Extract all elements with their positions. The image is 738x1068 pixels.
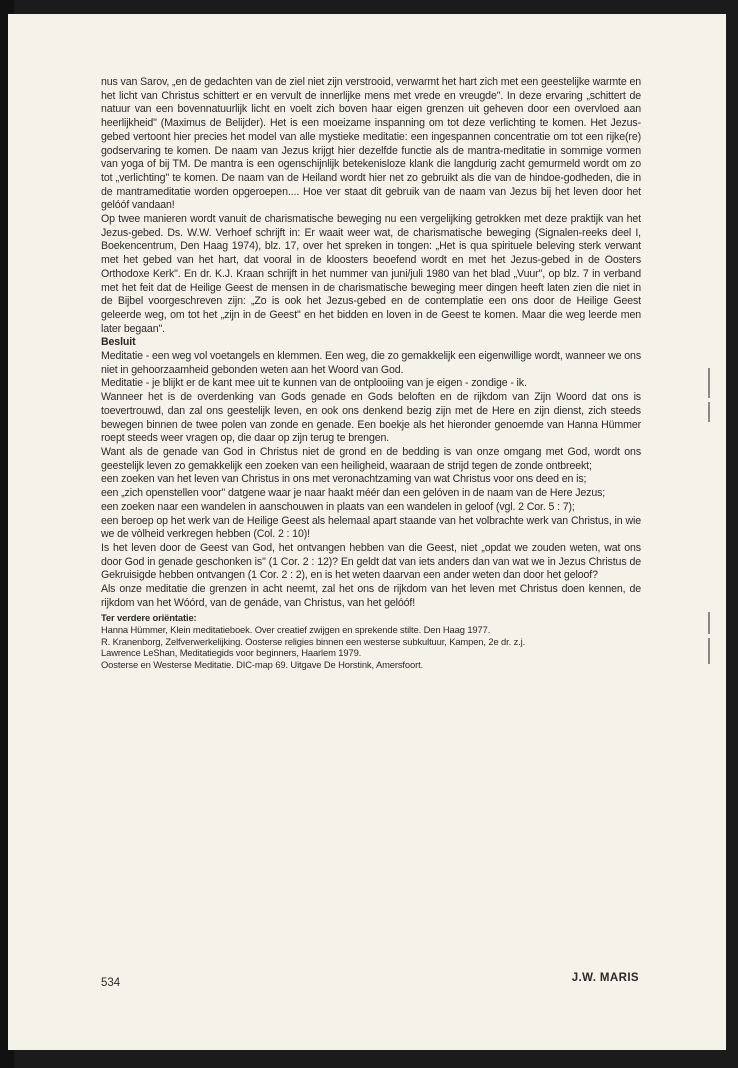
margin-mark <box>708 638 710 664</box>
conclusion-paragraph: Wanneer het is de overdenking van Gods genade en Gods beloften en de rijkdom van Zijn Woord dat ons is toevertrouwd, dan zal ons geestelijk leven, en ook ons denkend bezig zijn met de Here en zijn dienst, zich steeds bewegen binnen de twee polen van zonde en genade. Een boekje als het hieronder genoemde van Hanna Hümmer roept steeds weer vragen op, die daar op zijn terug te brengen. <box>101 391 641 445</box>
body-paragraph: Op twee manieren wordt vanuit de charismatische beweging nu een vergelijking getrokken met deze praktijk van het Jezus-gebed. Ds. W.W. Verhoef schrijft in: Er waait weer wat, de charismatische beweging (Signalen-reeks deel I, Boekencentrum, Den Haag 1974), blz. 17, over het spreken in tongen: „Het is qua spirituele beleving sterk verwant met het gebed van het hart, dat vooral in de kloosters beoefend wordt en met het Jezus-gebed in de Oosters Orthodoxe Kerk". En dr. K.J. Kraan schrijft in het nummer van juni/juli 1980 van het blad „Vuur", op blz. 7 in verband met het feit dat de Heilige Geest de mensen in de charismatische beweging meer dingen heeft laten zien die niet in de Bijbel voorgeschreven zijn: „Zo is ook het Jezus-gebed en de contemplatie een ons door de Heilige Geest geleerde weg, om tot het „zijn in de Geest" en het bidden en loven in de Geest te komen. Maar die weg leerde men later begaan". <box>101 213 641 335</box>
reference-item: Oosterse en Westerse Meditatie. DIC-map 69. Uitgave De Horstink, Amersfoort. <box>101 658 424 670</box>
article-body <box>101 76 641 670</box>
conclusion-paragraph: Want als de genade van God in Christus niet de grond en de bedding is van onze omgang met God, wordt ons geestelijk leven zo gemakkelijk een zoeken van een heiligheid, waaraan de strijd tegen de zonde ontbreekt; <box>101 445 641 472</box>
conclusion-paragraph: een zoeken van het leven van Christus in ons met veronachtzaming van wat Christus voor ons deed en is; <box>101 473 587 486</box>
conclusion-paragraph: een beroep op het werk van de Heilige Geest als helemaal apart staande van het volbrachte werk van Christus, in wie we de vòlheid verkregen hebben (Col. 2 : 10)! <box>101 514 641 541</box>
references-title: Ter verdere oriëntatie: <box>101 612 197 624</box>
conclusion-paragraph: Als onze meditatie die grenzen in acht neemt, zal het ons de rijkdom van het leven met Christus doen kennen, de rijkdom van het Wóórd, van de genáde, van Christus, van het gelóóf! <box>101 583 641 609</box>
page-number: 534 <box>101 977 121 989</box>
reference-item: R. Kranenborg, Zelfverwerkelijking. Oosterse religies binnen een westerse subkultuur, Kampen, 2e dr. z.j. <box>101 635 526 647</box>
body-paragraph: nus van Sarov, „en de gedachten van de ziel niet zijn verstrooid, verwarmt het hart zich met een geestelijke warmte en het licht van Christus schittert er en vervult de innerlijke mens met vrede en vreugde". In deze ervaring „schittert de natuur van een bovennatuurlijk licht en voelt zich boven haar eigen grenzen uit geheven door een overvloed aan heerlijkheid" (Maximus de Belijder). Het is een moeizame inspanning om tot deze verlichting te komen. Het Jezus-gebed vertoont hier precies het model van alle mystieke meditatie: een ingespannen concentratie om tot een rijke(re) godservaring te komen. De naam van Jezus krijgt hier dezelfde functie als de mantra-meditatie in sommige vormen van yoga of bij TM. De mantra is een ogenschijnlijk betekenisloze klank die langdurig zacht gemurmeld wordt om zo tot „verlichting" te komen. De naam van de Heiland wordt hier net zo gebruikt als die van de hindoe-godheden, die in de mantrameditatie worden opgeroepen.... Hoe ver staat dit gebruik van de naam van Jezus bij het leven door het gelóóf vandaan! <box>101 76 641 212</box>
conclusion-paragraph: Meditatie - je blijkt er de kant mee uit te kunnen van de ontplooiing van je eigen - zondige - ik. <box>101 377 527 390</box>
author-name: J.W. MARIS <box>571 972 639 984</box>
margin-mark <box>708 368 710 398</box>
page-footer <box>101 972 641 995</box>
section-heading: Besluit <box>101 336 136 349</box>
margin-mark <box>708 612 710 634</box>
reference-item: Hanna Hümmer, Klein meditatieboek. Over creatief zwijgen en sprekende stilte. Den Haag 1977. <box>101 624 491 636</box>
margin-mark <box>708 402 710 422</box>
conclusion-paragraph: een zoeken naar een wandelen in aanschouwen in plaats van een wandelen in geloof (vgl. 2 Cor. 5 : 7); <box>101 500 575 513</box>
reference-item: Lawrence LeShan, Meditatiegids voor beginners, Haarlem 1979. <box>101 647 362 659</box>
references <box>101 612 641 670</box>
conclusion-paragraph: Meditatie - een weg vol voetangels en klemmen. Een weg, die zo gemakkelijk een eigenwillige wordt, wanneer we ons niet in gehoorzaamheid gebonden weten aan het Woord van God. <box>101 350 641 376</box>
conclusion-paragraph: Is het leven door de Geest van God, het ontvangen hebben van die Geest, niet „opdat we zouden weten, wat ons door God in genade geschonken is" (1 Cor. 2 : 12)? En geldt dat van iets anders dan van wat we in Jezus Christus de Gekruisigde hebben ontvangen (1 Cor. 2 : 2), en is het weten daarvan een ander weten dan door het geloof? <box>101 541 641 582</box>
conclusion-paragraph: een „zich openstellen voor" datgene waar je naar haakt méér dan een gelóven in de naam van de Here Jezus; <box>101 487 606 500</box>
